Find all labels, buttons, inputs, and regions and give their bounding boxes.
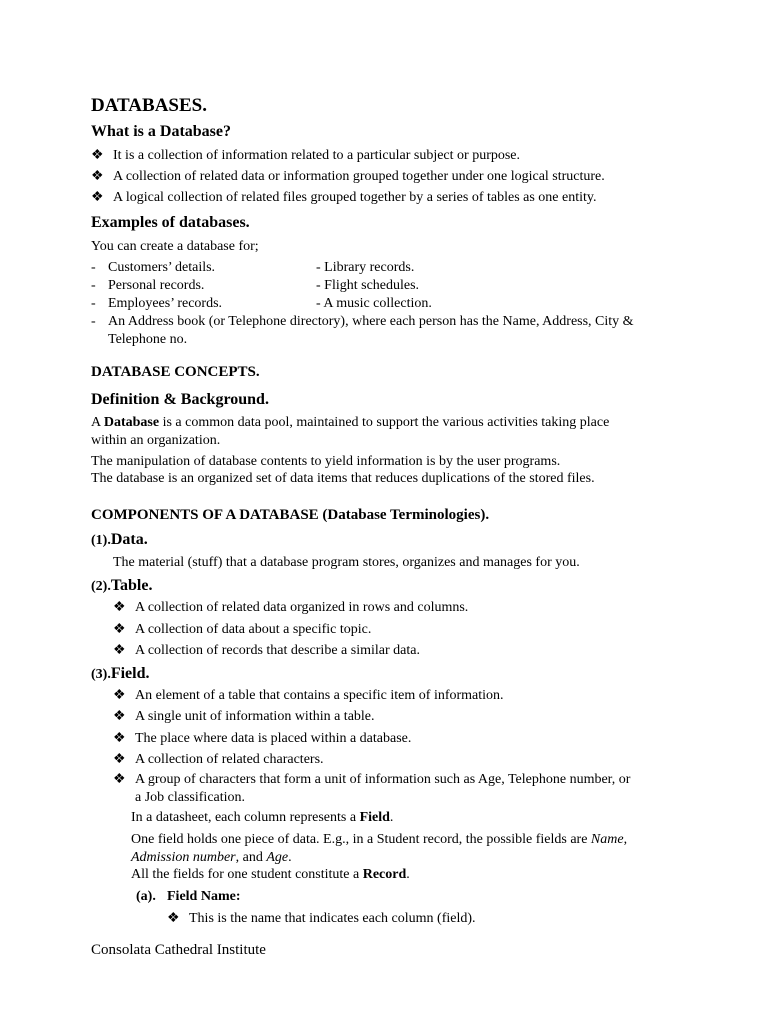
diamond-bullet-icon: ❖ (113, 772, 126, 787)
diamond-bullet-icon: ❖ (91, 169, 104, 184)
field-name-title: Field Name: (167, 889, 241, 904)
list-item: - Personal records. (91, 278, 205, 293)
diamond-bullet-icon: ❖ (167, 911, 180, 926)
data-definition: The material (stuff) that a database program stores, organizes and manages for you. (113, 555, 580, 570)
what-is-heading: What is a Database? (91, 123, 232, 140)
diamond-bullet-icon: ❖ (91, 190, 104, 205)
table-section-title: (2).Table. (91, 577, 153, 594)
list-item: ❖ A collection of data about a specific topic. (113, 622, 372, 637)
list-item: ❖ This is the name that indicates each column (field). (167, 911, 476, 926)
page-footer: Consolata Cathedral Institute (91, 942, 266, 958)
list-item: - Flight schedules. (316, 278, 420, 293)
list-item-continuation: a Job classification. (135, 790, 246, 805)
list-item: ❖ The place where data is placed within a database. (113, 731, 412, 746)
list-item: ❖ An element of a table that contains a specific item of information. (113, 688, 504, 703)
list-item: ❖ A logical collection of related files grouped together by a series of tables as one entity. (91, 190, 597, 205)
diamond-bullet-icon: ❖ (91, 148, 104, 163)
manipulation-paragraph: The manipulation of database contents to yield information is by the user programs. (91, 454, 561, 469)
list-item: - A music collection. (316, 296, 432, 311)
definition-paragraph: A Database is a common data pool, maintained to support the various activities taking place (91, 415, 610, 430)
diamond-bullet-icon: ❖ (113, 688, 126, 703)
list-item-continuation: Telephone no. (108, 332, 188, 347)
list-item: ❖ A collection of related data or information grouped together under one logical structure. (91, 169, 605, 184)
page-title: DATABASES. (91, 95, 207, 116)
diamond-bullet-icon: ❖ (113, 643, 126, 658)
concepts-heading: DATABASE CONCEPTS. (91, 364, 260, 380)
one-field-paragraph-line2: Admission number, and Age. (131, 850, 292, 865)
field-section-title: (3).Field. (91, 665, 150, 682)
list-item: ❖ A collection of related data organized in rows and columns. (113, 600, 469, 615)
examples-heading: Examples of databases. (91, 214, 250, 231)
organized-paragraph: The database is an organized set of data items that reduces duplications of the stored files. (91, 471, 595, 486)
diamond-bullet-icon: ❖ (113, 752, 126, 767)
list-item: - An Address book (or Telephone directory), where each person has the Name, Address, City & (91, 314, 634, 329)
one-field-paragraph: One field holds one piece of data. E.g., in a Student record, the possible fields are Name, (131, 832, 628, 847)
examples-intro: You can create a database for; (91, 239, 259, 254)
definition-paragraph-line2: within an organization. (91, 433, 221, 448)
list-item: - Library records. (316, 260, 415, 275)
list-item: ❖ A collection of related characters. (113, 752, 324, 767)
diamond-bullet-icon: ❖ (113, 622, 126, 637)
diamond-bullet-icon: ❖ (113, 709, 126, 724)
components-heading: COMPONENTS OF A DATABASE (Database Terminologies). (91, 507, 490, 523)
diamond-bullet-icon: ❖ (113, 600, 126, 615)
datasheet-paragraph: In a datasheet, each column represents a Field. (131, 810, 394, 825)
list-item: ❖ A collection of records that describe a similar data. (113, 643, 420, 658)
list-item: - Customers’ details. (91, 260, 216, 275)
data-section-title: (1).Data. (91, 531, 148, 548)
record-paragraph: All the fields for one student constitute a Record. (131, 867, 410, 882)
list-item: ❖ A group of characters that form a unit of information such as Age, Telephone number, or (113, 772, 631, 787)
field-name-label: (a). (136, 889, 156, 904)
list-item: ❖ A single unit of information within a table. (113, 709, 375, 724)
list-item: ❖ It is a collection of information related to a particular subject or purpose. (91, 148, 521, 163)
list-item: - Employees’ records. (91, 296, 223, 311)
diamond-bullet-icon: ❖ (113, 731, 126, 746)
definition-heading: Definition & Background. (91, 391, 269, 408)
